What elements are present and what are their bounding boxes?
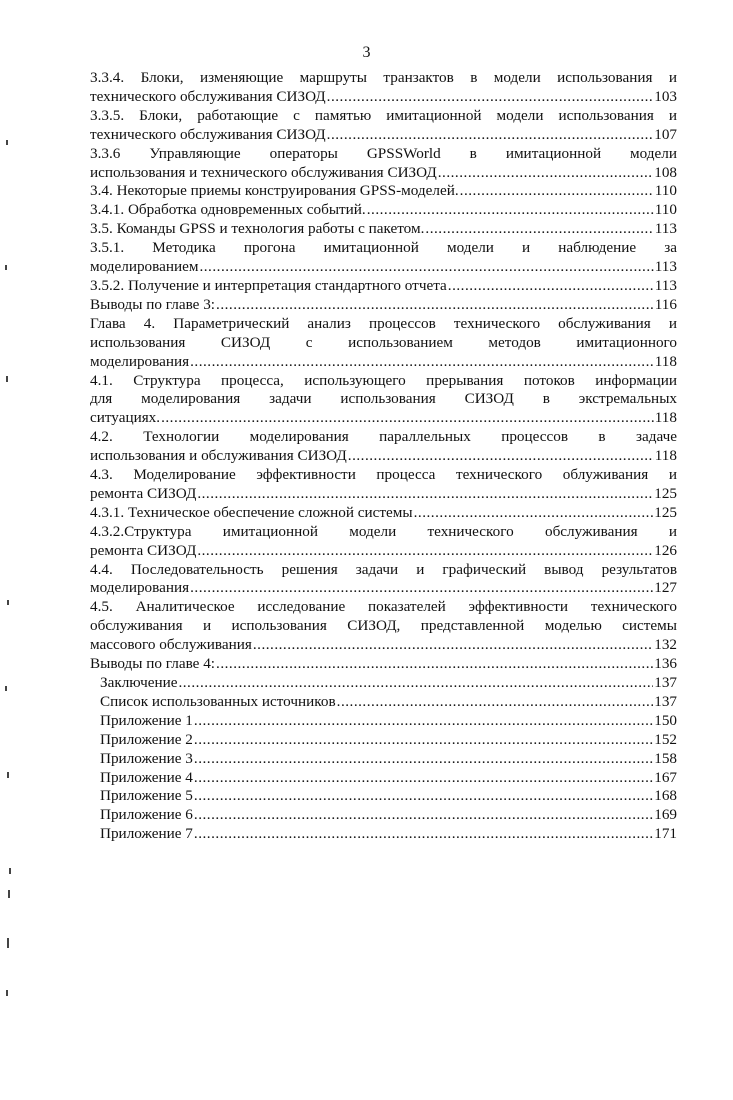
toc-entry <box>90 750 677 769</box>
toc-entry-title: ремонта СИЗОД <box>90 484 197 502</box>
toc-page-number: 168 <box>654 787 677 805</box>
toc-entry <box>90 787 677 806</box>
toc-page-number: 107 <box>654 125 677 143</box>
toc-entry <box>90 561 677 599</box>
toc-entry <box>90 145 677 183</box>
toc-entry <box>90 428 677 466</box>
toc-entry-title: Выводы по главе 4: <box>90 655 216 673</box>
toc-page-number: 137 <box>654 674 677 691</box>
dot-leader <box>425 220 653 239</box>
toc-entry-title: технического обслуживания СИЗОД <box>90 87 326 105</box>
page-number: 3 <box>362 44 371 61</box>
toc-entry <box>90 201 677 220</box>
toc-entry-title: 3.4. Некоторые приемы конструирования GPSS-моделей. <box>90 182 459 200</box>
toc-page-number: 127 <box>654 579 677 597</box>
dot-leader <box>327 126 654 145</box>
toc-entry-title: 3.4.1. Обработка одновременных событий. <box>90 201 366 219</box>
toc-entry-title: Приложение 3 <box>100 749 193 767</box>
toc-page-number: 126 <box>654 541 677 559</box>
toc-entry-title: Приложение 2 <box>100 730 193 748</box>
toc-page-number: 158 <box>654 749 677 767</box>
dot-leader <box>348 447 654 466</box>
dot-leader <box>194 769 653 788</box>
toc-entry-title: Выводы по главе 3: <box>90 295 216 313</box>
toc-entry-line: 4.1. Структура процесса, использующего прерывания потоков информации <box>90 371 677 389</box>
dot-leader <box>253 636 653 655</box>
toc-entry-line: использования СИЗОД с использованием методов имитационного <box>90 333 677 351</box>
toc-page-number: 171 <box>654 825 677 843</box>
dot-leader <box>194 731 653 750</box>
toc-entry-title: массового обслуживания <box>90 636 252 654</box>
toc-page-number: 169 <box>654 806 677 824</box>
toc-entry <box>90 315 677 372</box>
toc-page-number: 125 <box>654 503 677 521</box>
toc-entry <box>90 466 677 504</box>
toc-entry-title: 3.5. Команды GPSS и технология работы с пакетом. <box>90 220 425 238</box>
toc-entry-title: технического обслуживания СИЗОД <box>90 125 326 143</box>
toc-entry-line: 3.3.5. Блоки, работающие с памятью имитационной модели использования и <box>90 106 677 124</box>
toc-entry-title: ремонта СИЗОД <box>90 541 197 559</box>
toc-page-number: 152 <box>654 730 677 748</box>
toc-entry-line: 4.5. Аналитическое исследование показателей эффективности технического <box>90 598 677 616</box>
toc-entry-title: 4.3.1. Техническое обеспечение сложной системы <box>90 503 413 521</box>
dot-leader <box>178 674 653 693</box>
toc-entry <box>90 674 677 693</box>
toc-page-number: 113 <box>654 220 677 238</box>
toc-entry <box>90 731 677 750</box>
dot-leader <box>194 787 653 806</box>
toc-entry <box>90 523 677 561</box>
toc-page-number: 125 <box>654 484 677 502</box>
toc-page-number: 118 <box>654 447 677 465</box>
toc-entry <box>90 277 677 296</box>
toc-page-number: 118 <box>654 352 677 370</box>
toc-entry-line: 4.3. Моделирование эффективности процесса технического облуживания и <box>90 466 677 484</box>
dot-leader <box>194 825 653 844</box>
toc-entry-title: использования и обслуживания СИЗОД <box>90 447 347 465</box>
table-of-contents <box>90 69 677 844</box>
toc-entry-title: Приложение 7 <box>100 825 193 843</box>
toc-entry <box>90 693 677 712</box>
toc-entry-title: моделирования <box>90 352 190 370</box>
toc-page-number: 113 <box>654 258 677 276</box>
toc-entry-line: Глава 4. Параметрический анализ процессов технического обслуживания и <box>90 314 677 332</box>
toc-page-number: 132 <box>654 636 677 654</box>
toc-page-number: 118 <box>654 409 677 427</box>
dot-leader <box>194 806 653 825</box>
toc-page-number: 116 <box>654 295 677 313</box>
toc-entry <box>90 107 677 145</box>
toc-entry-line: 4.3.2.Структура имитационной модели технического обслуживания и <box>90 522 677 540</box>
toc-entry-title: Приложение 6 <box>100 806 193 824</box>
toc-entry-line: 4.2. Технологии моделирования параллельных процессов в задаче <box>90 428 677 446</box>
dot-leader <box>367 201 654 220</box>
toc-entry-line: 4.4. Последовательность решения задачи и графический вывод результатов <box>90 560 677 578</box>
toc-entry-title: Приложение 1 <box>100 711 193 729</box>
dot-leader <box>327 88 654 107</box>
toc-page-number: 150 <box>654 711 677 729</box>
toc-entry-line: обслуживания и использования СИЗОД, представленной моделью системы <box>90 617 677 635</box>
toc-entry <box>90 806 677 825</box>
dot-leader <box>197 485 653 504</box>
toc-entry <box>90 239 677 277</box>
toc-entry-title: моделированием <box>90 258 199 276</box>
toc-entry-title: Приложение 5 <box>100 787 193 805</box>
toc-entry-title: ситуациях. <box>90 409 161 427</box>
toc-entry-title: 3.5.2. Получение и интерпретация стандартного отчета <box>90 276 447 294</box>
toc-page-number: 108 <box>654 163 677 181</box>
toc-entry-line: 3.5.1. Методика прогона имитационной модели и наблюдение за <box>90 239 677 257</box>
dot-leader <box>199 258 653 277</box>
dot-leader <box>448 277 654 296</box>
toc-entry-line: 3.3.4. Блоки, изменяющие маршруты транзактов в модели использования и <box>90 69 677 86</box>
scan-margin-marks <box>0 0 20 1100</box>
toc-page-number: 137 <box>654 692 677 710</box>
dot-leader <box>190 353 654 372</box>
toc-page-number: 167 <box>654 768 677 786</box>
toc-entry-title: Заключение <box>100 674 178 691</box>
toc-entry-title: Список использованных источников <box>100 692 336 710</box>
dot-leader <box>161 409 654 428</box>
toc-page-number: 110 <box>654 182 677 200</box>
toc-entry <box>90 372 677 429</box>
toc-entry-line: для моделирования задачи использования СИЗОД в экстремальных <box>90 390 677 408</box>
toc-entry <box>90 598 677 655</box>
toc-page-number: 136 <box>654 655 677 673</box>
dot-leader <box>414 504 654 523</box>
toc-entry-title: Приложение 4 <box>100 768 193 786</box>
toc-entry-line: 3.3.6 Управляющие операторы GPSSWorld в имитационной модели <box>90 144 677 162</box>
toc-entry <box>90 712 677 731</box>
dot-leader <box>197 542 653 561</box>
dot-leader <box>460 182 654 201</box>
dot-leader <box>438 164 653 183</box>
toc-entry <box>90 69 677 107</box>
toc-entry <box>90 825 677 844</box>
toc-page-number: 110 <box>654 201 677 219</box>
dot-leader <box>194 712 653 731</box>
toc-entry <box>90 504 677 523</box>
toc-entry-title: использования и технического обслуживания СИЗОД <box>90 163 437 181</box>
toc-entry <box>90 296 677 315</box>
dot-leader <box>216 655 653 674</box>
dot-leader <box>194 750 653 769</box>
toc-entry-title: моделирования <box>90 579 190 597</box>
toc-page-number: 113 <box>654 276 677 294</box>
toc-entry <box>90 769 677 788</box>
toc-page-number: 103 <box>654 87 677 105</box>
dot-leader <box>190 579 653 598</box>
dot-leader <box>337 693 654 712</box>
dot-leader <box>216 296 654 315</box>
toc-entry <box>90 182 677 201</box>
toc-entry <box>90 220 677 239</box>
toc-entry <box>90 655 677 674</box>
